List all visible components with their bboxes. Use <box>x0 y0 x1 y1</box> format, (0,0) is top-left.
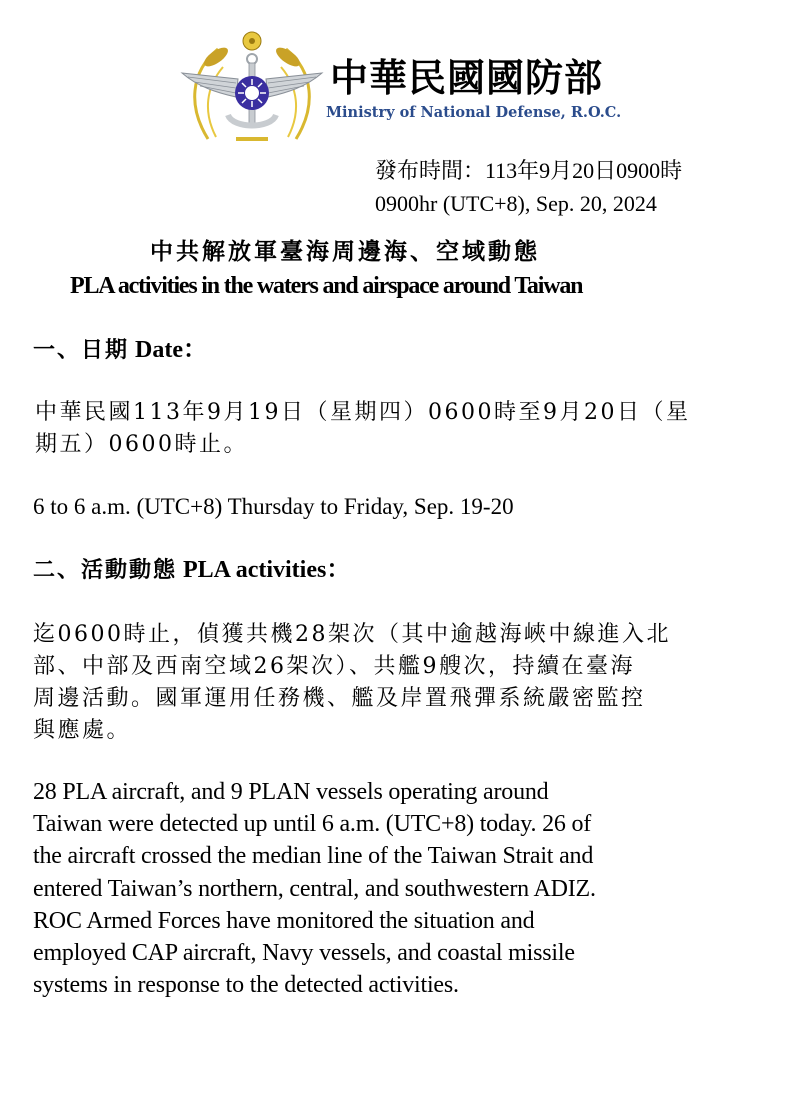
text-line: 期五）0600時止。 <box>35 432 248 457</box>
text-line: 28 PLA aircraft, and 9 PLAN vessels operating around <box>33 779 549 805</box>
logo-title-zh: 中華民國國防部 <box>330 56 604 100</box>
text-line: 與應處。 <box>33 718 132 743</box>
section-date-body-zh <box>35 397 690 461</box>
document-title-zh: 中共解放軍臺海周邊海、空域動態 <box>150 238 540 265</box>
text-line: 中華民國113年9月19日（星期四）0600時至9月20日（星 <box>35 400 691 425</box>
section-activities-heading-en: PLA activities： <box>183 557 351 583</box>
logo-title-en: Ministry of National Defense, R.O.C. <box>326 104 622 121</box>
section-date-heading <box>33 334 207 366</box>
section-activities-heading-zh: 二、活動動態 <box>33 557 178 583</box>
text-line: entered Taiwan’s northern, central, and southwestern ADIZ. <box>33 875 596 902</box>
release-time-en: 0900hr (UTC+8), Sep. 20, 2024 <box>375 191 657 216</box>
text-line: systems in response to the detected activities. <box>33 972 459 999</box>
document-title-en: PLA activities in the waters and airspace around Taiwan <box>70 273 583 299</box>
section-activities-body-en <box>33 776 596 1001</box>
text-line: ROC Armed Forces have monitored the situation and <box>33 907 535 934</box>
text-line: employed CAP aircraft, Navy vessels, and coastal missile <box>33 940 575 967</box>
section-activities-heading <box>33 554 350 586</box>
section-activities-body-zh <box>33 619 671 747</box>
text-line: 周邊活動。國軍運用任務機、艦及岸置飛彈系統嚴密監控 <box>33 686 646 711</box>
release-time-zh: 發布時間：113年9月20日0900時 <box>375 158 683 183</box>
text-line: Taiwan were detected up until 6 a.m. (UTC+8) today. 26 of <box>33 811 592 838</box>
section-date-heading-zh: 一、日期 <box>33 337 130 363</box>
text-line: the aircraft crossed the median line of the Taiwan Strait and <box>33 843 594 870</box>
section-date-heading-en: Date： <box>135 337 207 363</box>
section-date-body-en: 6 to 6 a.m. (UTC+8) Thursday to Friday, Sep. 19-20 <box>33 494 514 519</box>
text-line: 部、中部及西南空域26架次）、共艦9艘次，持續在臺海 <box>33 654 635 679</box>
text-line: 迄0600時止，偵獲共機28架次（其中逾越海峽中線進入北 <box>33 622 671 647</box>
ministry-emblem-icon <box>178 27 326 145</box>
